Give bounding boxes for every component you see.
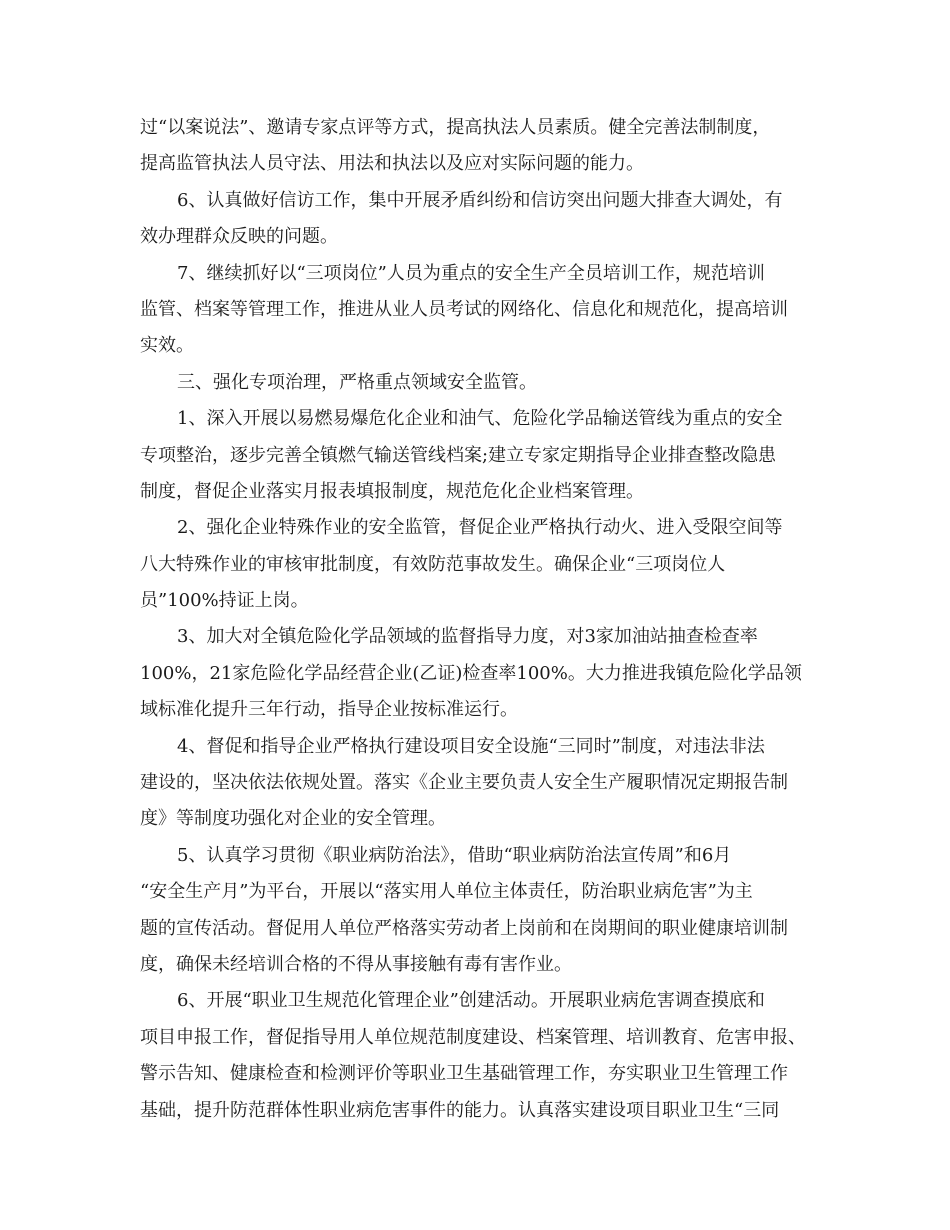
text-line: 专项整治，逐步完善全镇燃气输送管线档案;建立专家定期指导企业排查整改隐患 bbox=[140, 444, 777, 466]
text-line: 1、深入开展以易燃易爆危化企业和油气、危险化学品输送管线为重点的安全 bbox=[177, 408, 783, 430]
text-line: 7、继续抓好以“三项岗位”人员为重点的安全生产全员培训工作，规范培训 bbox=[177, 262, 765, 284]
text-line: 100%，21家危险化学品经营企业(乙证)检查率100%。大力推进我镇危险化学品领 bbox=[140, 662, 802, 684]
text-line: 6、开展“职业卫生规范化管理企业”创建活动。开展职业病危害调查摸底和 bbox=[177, 990, 765, 1012]
text-line: 制度，督促企业落实月报表填报制度，规范危化企业档案管理。 bbox=[140, 480, 644, 502]
text-line: 度，确保未经培训合格的不得从事接触有毒有害作业。 bbox=[140, 953, 572, 975]
text-line: 项目申报工作，督促指导用人单位规范制度建设、档案管理、培训教育、危害申报、 bbox=[140, 1026, 806, 1048]
text-line: 监管、档案等管理工作，推进从业人员考试的网络化、信息化和规范化，提高培训 bbox=[140, 298, 788, 320]
text-line: 效办理群众反映的问题。 bbox=[140, 226, 338, 248]
text-line: 实效。 bbox=[140, 335, 194, 357]
text-line: 2、强化企业特殊作业的安全监管，督促企业严格执行动火、进入受限空间等 bbox=[177, 517, 783, 539]
text-line: 提高监管执法人员守法、用法和执法以及应对实际问题的能力。 bbox=[140, 153, 644, 175]
text-line: 过“以案说法”、邀请专家点评等方式，提高执法人员素质。健全完善法制制度， bbox=[140, 117, 771, 138]
document-body bbox=[140, 110, 820, 1129]
text-line: 警示告知、健康检查和检测评价等职业卫生基础管理工作，夯实职业卫生管理工作 bbox=[140, 1063, 788, 1085]
text-line: 基础，提升防范群体性职业病危害事件的能力。认真落实建设项目职业卫生“三同 bbox=[140, 1099, 780, 1121]
text-line: 员”100%持证上岗。 bbox=[140, 590, 309, 612]
text-line: 6、认真做好信访工作，集中开展矛盾纠纷和信访突出问题大排查大调处，有 bbox=[177, 189, 783, 211]
text-line: 4、督促和指导企业严格执行建设项目安全设施“三同时”制度，对违法非法 bbox=[177, 735, 765, 757]
text-line: “安全生产月”为平台，开展以“落实用人单位主体责任，防治职业病危害”为主 bbox=[140, 881, 753, 903]
text-line: 5、认真学习贯彻《职业病防治法》，借助“职业病防治法宣传周”和6月 bbox=[177, 844, 732, 866]
text-line: 三、强化专项治理，严格重点领域安全监管。 bbox=[177, 371, 537, 393]
text-line: 题的宣传活动。督促用人单位严格落实劳动者上岗前和在岗期间的职业健康培训制 bbox=[140, 917, 788, 939]
text-line: 建设的，坚决依法依规处置。落实《企业主要负责人安全生产履职情况定期报告制 bbox=[140, 772, 788, 794]
text-line: 八大特殊作业的审核审批制度，有效防范事故发生。确保企业“三项岗位人 bbox=[140, 553, 726, 575]
text-line: 3、加大对全镇危险化学品领域的监督指导力度，对3家加油站抽查检查率 bbox=[177, 626, 758, 648]
text-line: 度》等制度功强化对企业的安全管理。 bbox=[140, 808, 446, 830]
text-line: 域标准化提升三年行动，指导企业按标准运行。 bbox=[140, 699, 518, 721]
